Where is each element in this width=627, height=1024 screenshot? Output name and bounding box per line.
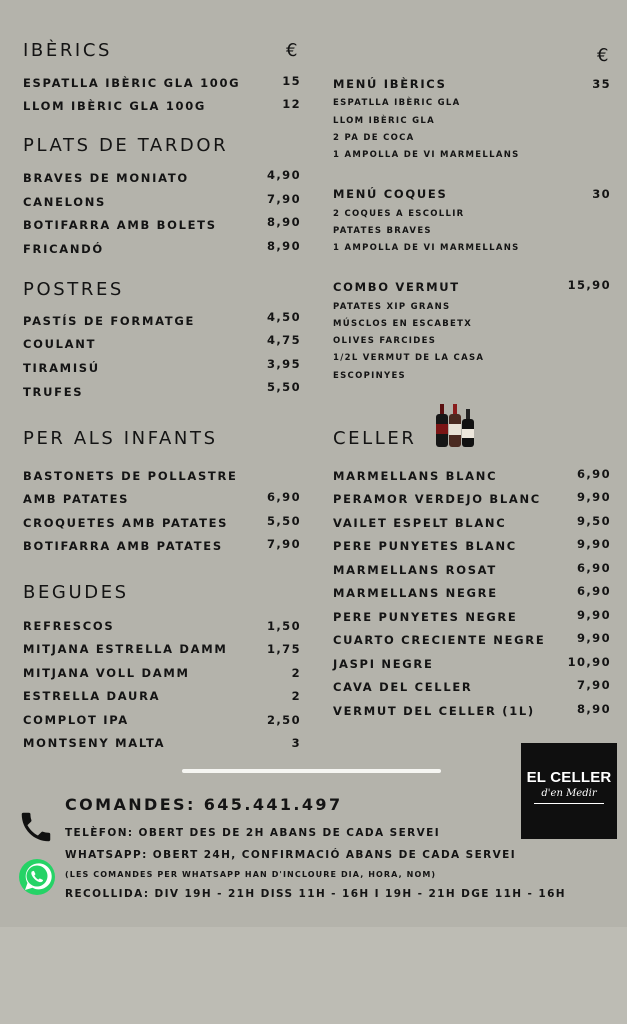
phone-icon[interactable] [17, 808, 55, 846]
menu-line: OLIVES FARCIDES [333, 336, 437, 346]
menu-item-price: 4,50 [267, 310, 301, 324]
logo [521, 743, 617, 839]
pickup-hours: RECOLLIDA: DIV 19H - 21H DISS 11H - 16H I 19H - 21H DGE 11H - 16H [65, 888, 566, 900]
menu-line: PATATES BRAVES [333, 226, 432, 236]
whatsapp-note: (LES COMANDES PER WHATSAPP HAN D'INCLOURE DIA, HORA, NOM) [65, 870, 437, 879]
menu-item-price: 5,50 [267, 514, 301, 528]
wine-price: 6,90 [577, 561, 611, 575]
menu-item-price: 6,90 [267, 490, 301, 504]
currency-symbol: € [286, 40, 301, 61]
whatsapp-hours: WHATSAPP: OBERT 24H, CONFIRMACIÓ ABANS DE CADA SERVEI [65, 849, 517, 861]
menu-item-name: ESTRELLA DAURA [23, 689, 161, 703]
section-title-iberics: IBÈRICS [23, 40, 113, 61]
wine-name: PERE PUNYETES NEGRE [333, 610, 518, 624]
logo-title: EL CELLER [526, 769, 612, 786]
menu-item-name: AMB PATATES [23, 492, 130, 506]
menu-item-price: 7,90 [267, 192, 301, 206]
logo-line [534, 803, 604, 804]
menu-title: COMBO VERMUT [333, 280, 460, 294]
menu-price: 35 [592, 77, 611, 91]
menu-line: 1/2L VERMUT DE LA CASA [333, 353, 485, 363]
menu-line: 1 AMPOLLA DE VI MARMELLANS [333, 150, 520, 160]
logo-subtitle: d'en Medir [541, 788, 597, 799]
menu-title: MENÚ IBÈRICS [333, 77, 447, 91]
wine-name: PERAMOR VERDEJO BLANC [333, 492, 541, 506]
menu-item-price: 2,50 [267, 713, 301, 727]
section-title-infants: PER ALS INFANTS [23, 428, 218, 449]
menu-item-name: TRUFES [23, 385, 84, 399]
wine-name: VAILET ESPELT BLANC [333, 516, 507, 530]
section-title-celler: CELLER [333, 428, 417, 449]
whatsapp-icon[interactable] [17, 857, 57, 897]
wine-price: 9,50 [577, 514, 611, 528]
menu-item-name: LLOM IBÈRIC GLA 100G [23, 99, 207, 113]
menu-line: ESCOPINYES [333, 371, 406, 381]
menu-price: 30 [592, 187, 611, 201]
menu-item-name: FRICANDÓ [23, 242, 104, 256]
wine-price: 10,90 [567, 655, 611, 669]
menu-item-price: 8,90 [267, 239, 301, 253]
section-title-begudes: BEGUDES [23, 582, 129, 603]
wine-name: CUARTO CRECIENTE NEGRE [333, 633, 546, 647]
menu-item-price: 5,50 [267, 380, 301, 394]
menu-price: 15,90 [567, 278, 611, 292]
menu-item-name: REFRESCOS [23, 619, 115, 633]
menu-item-name: COMPLOT IPA [23, 713, 129, 727]
menu-item-price: 2 [291, 666, 301, 680]
menu-item-name: MITJANA ESTRELLA DAMM [23, 642, 228, 656]
menu-item-name: CANELONS [23, 195, 107, 209]
menu-item-name: BASTONETS DE POLLASTRE [23, 469, 238, 483]
menu-line: ESPATLLA IBÈRIC GLA [333, 98, 461, 108]
menu-item-price: 2 [291, 689, 301, 703]
menu-line: 2 COQUES A ESCOLLIR [333, 209, 465, 219]
wine-price: 9,90 [577, 537, 611, 551]
wine-price: 7,90 [577, 678, 611, 692]
wine-price: 9,90 [577, 631, 611, 645]
wine-price: 9,90 [577, 608, 611, 622]
menu-item-name: CROQUETES AMB PATATES [23, 516, 229, 530]
menu-item-price: 7,90 [267, 537, 301, 551]
menu-item-name: TIRAMISÚ [23, 361, 100, 375]
menu-item-price: 4,90 [267, 168, 301, 182]
menu-line: MÚSCLOS EN ESCABETX [333, 319, 473, 329]
menu-item-name: BOTIFARRA AMB PATATES [23, 539, 223, 553]
divider [182, 769, 441, 773]
section-title-tardor: PLATS DE TARDOR [23, 135, 229, 156]
bottom-strip [0, 927, 627, 1024]
menu-line: 2 PA DE COCA [333, 133, 415, 143]
wine-name: JASPI NEGRE [333, 657, 434, 671]
wine-bottles-icon [434, 404, 480, 448]
orders-phone[interactable]: COMANDES: 645.441.497 [65, 795, 343, 814]
wine-name: CAVA DEL CELLER [333, 680, 473, 694]
wine-name: MARMELLANS ROSAT [333, 563, 497, 577]
phone-hours: TELÈFON: OBERT DES DE 2H ABANS DE CADA SERVEI [65, 827, 441, 839]
menu-item-name: PASTÍS DE FORMATGE [23, 314, 196, 328]
menu-item-price: 3,95 [267, 357, 301, 371]
wine-price: 8,90 [577, 702, 611, 716]
menu-line: LLOM IBÈRIC GLA [333, 116, 435, 126]
menu-item-name: ESPATLLA IBÈRIC GLA 100G [23, 76, 241, 90]
menu-line: PATATES XIP GRANS [333, 302, 451, 312]
wine-name: MARMELLANS NEGRE [333, 586, 498, 600]
menu-item-price: 8,90 [267, 215, 301, 229]
menu-title: MENÚ COQUES [333, 187, 448, 201]
menu-item-name: MONTSENY MALTA [23, 736, 166, 750]
menu-item-name: COULANT [23, 337, 97, 351]
currency-symbol: € [597, 45, 612, 66]
menu-item-price: 3 [291, 736, 301, 750]
menu-item-price: 1,50 [267, 619, 301, 633]
menu-item-price: 4,75 [267, 333, 301, 347]
menu-item-price: 15 [282, 74, 301, 88]
wine-name: PERE PUNYETES BLANC [333, 539, 517, 553]
wine-name: MARMELLANS BLANC [333, 469, 498, 483]
wine-price: 6,90 [577, 584, 611, 598]
wine-name: VERMUT DEL CELLER (1L) [333, 704, 535, 718]
menu-item-price: 12 [282, 97, 301, 111]
menu-item-name: MITJANA VOLL DAMM [23, 666, 190, 680]
wine-price: 9,90 [577, 490, 611, 504]
menu-line: 1 AMPOLLA DE VI MARMELLANS [333, 243, 520, 253]
menu-item-price: 1,75 [267, 642, 301, 656]
wine-price: 6,90 [577, 467, 611, 481]
menu-item-name: BOTIFARRA AMB BOLETS [23, 218, 217, 232]
menu-item-name: BRAVES DE MONIATO [23, 171, 189, 185]
section-title-postres: POSTRES [23, 279, 124, 300]
